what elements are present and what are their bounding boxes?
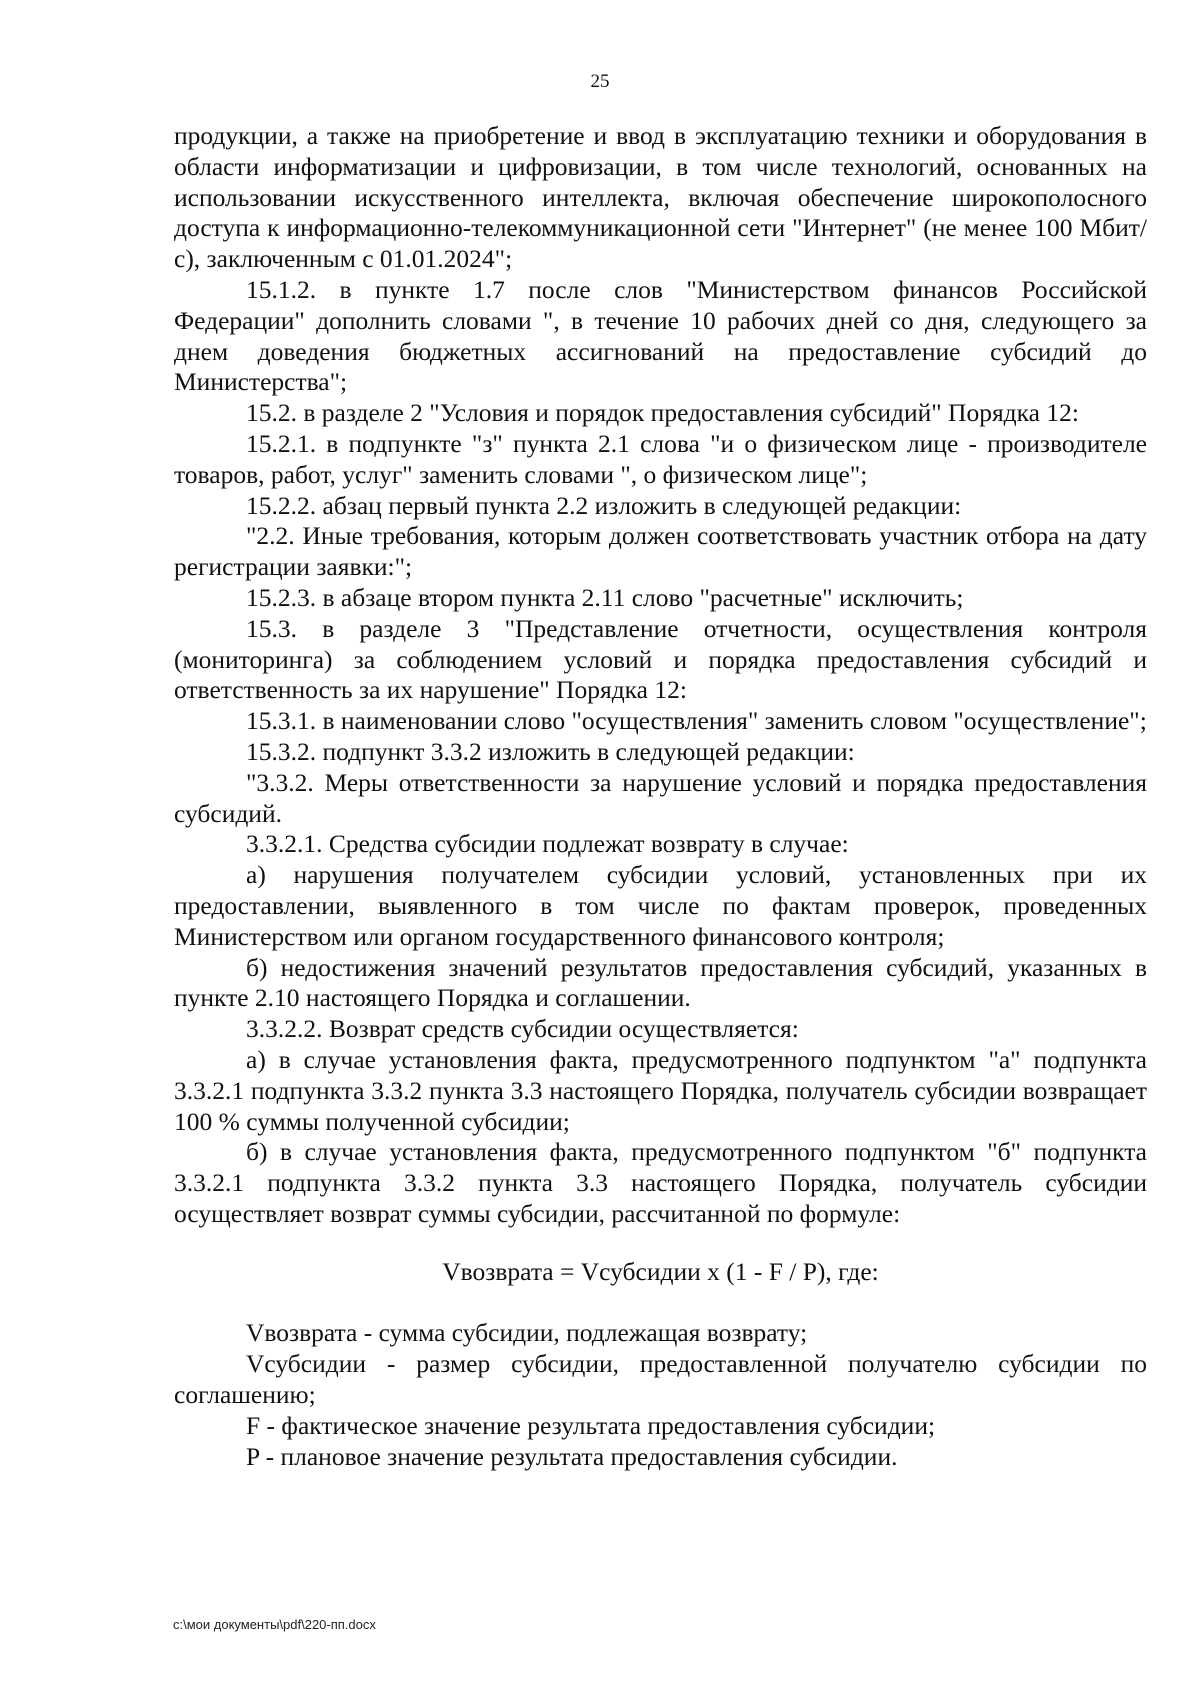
paragraph: 15.3.1. в наименовании слово "осуществления" заменить словом "осуществление"; (246, 706, 1147, 736)
paragraph: 15.1.2. в пункте 1.7 после слов "Министерством финансов Российской Федерации" дополнить словами ", в течение 10 рабочих дней со дня, следующего за днем доведения бюджетных ассигнований на предоставление субсидий до Министерства"; (174, 274, 1147, 397)
paragraph: а) нарушения получателем субсидии условий, установленных при их предоставлении, выявленного в том числе по фактам проверок, проведенных Министерством или органом государственного финансового контроля; (174, 860, 1147, 951)
paragraph: б) в случае установления факта, предусмотренного подпунктом "б" подпункта 3.3.2.1 подпункта 3.3.2 пункта 3.3 настоящего Порядка, получатель субсидии осуществляет возврат суммы субсидии, рассчитанной по формуле: (174, 1137, 1147, 1228)
definition: F - фактическое значение результата предоставления субсидии; (246, 1410, 936, 1440)
paragraph: продукции, а также на приобретение и ввод в эксплуатацию техники и оборудования в области информатизации и цифровизации, в том числе технологий, основанных на использовании искусственного интеллекта, включая обеспечение широкополосного доступа к информационно-телекоммуникационной сети "Интернет" (не менее 100 Мбит/с), заключенным с 01.01.2024"; (174, 121, 1147, 274)
paragraph: б) недостижения значений результатов предоставления субсидий, указанных в пункте 2.10 настоящего Порядка и соглашении. (174, 952, 1147, 1013)
paragraph: "3.3.2. Меры ответственности за нарушение условий и порядка предоставления субсидий. (174, 767, 1147, 828)
paragraph: 3.3.2.1. Средства субсидии подлежат возврату в случае: (246, 829, 849, 859)
paragraph: 15.2. в разделе 2 "Условия и порядок предоставления субсидий" Порядка 12: (246, 398, 1079, 428)
file-path-footer: c:\мои документы\pdf\220-пп.docx (173, 1617, 376, 1632)
paragraph: "2.2. Иные требования, которым должен соответствовать участник отбора на дату регистрации заявки:"; (174, 521, 1147, 582)
paragraph: 15.2.1. в подпункте "з" пункта 2.1 слова "и о физическом лице - производителе товаров, работ, услуг" заменить словами ", о физическом лице"; (174, 428, 1147, 489)
page-number: 25 (590, 71, 610, 92)
paragraph: 3.3.2.2. Возврат средств субсидии осуществляется: (246, 1014, 799, 1044)
paragraph: 15.3.2. подпункт 3.3.2 изложить в следующей редакции: (246, 736, 855, 766)
formula: Vвозврата = Vсубсидии x (1 - F / P), где: (442, 1256, 879, 1286)
document-body (174, 121, 1147, 1472)
paragraph: 15.2.3. в абзаце втором пункта 2.11 слово "расчетные" исключить; (246, 582, 964, 612)
paragraph: а) в случае установления факта, предусмотренного подпунктом "а" подпункта 3.3.2.1 подпункта 3.3.2 пункта 3.3 настоящего Порядка, получатель субсидии возвращает 100 % суммы полученной субсидии; (174, 1044, 1147, 1136)
definition: P - плановое значение результата предоставления субсидии. (246, 1441, 898, 1471)
paragraph: 15.3. в разделе 3 "Представление отчетности, осуществления контроля (мониторинга) за соблюдением условий и порядка предоставления субсидий и ответственность за их нарушение" Порядка 12: (174, 613, 1147, 705)
definition: Vсубсидии - размер субсидии, предоставленной получателю субсидии по соглашению; (174, 1349, 1147, 1410)
paragraph: 15.2.2. абзац первый пункта 2.2 изложить в следующей редакции: (246, 490, 962, 520)
definition: Vвозврата - сумма субсидии, подлежащая возврату; (246, 1318, 808, 1348)
